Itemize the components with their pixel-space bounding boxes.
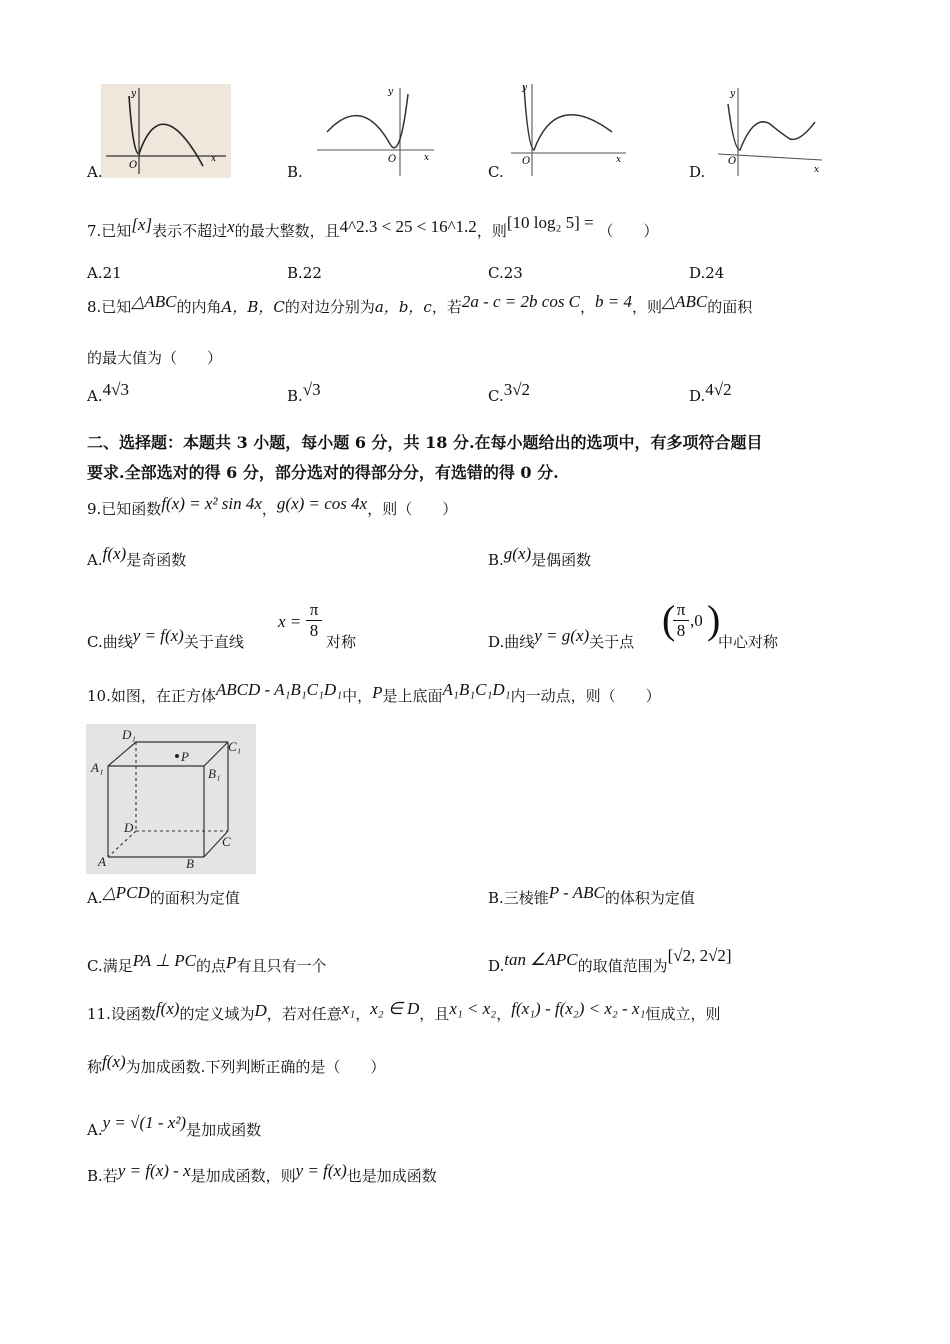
q11-inequality: f(x₁) - f(x₂) < x₂ - x₁ (511, 999, 646, 1018)
q7-expr: [10 log₂ 5] = (506, 213, 594, 232)
q10-stem: 10.如图，在正方体ABCD - A₁B₁C₁D₁中，P是上底面A₁B₁C₁D₁内一动点，则（ ） (87, 680, 661, 705)
q9-option-d[interactable]: D.曲线y = g(x)关于点 (488, 626, 635, 651)
q7-option-d[interactable]: D.24 (689, 264, 725, 282)
q6-option-c[interactable]: C. (488, 163, 504, 181)
q7-inequality: 4^2.3 < 25 < 16^1.2 (339, 217, 477, 236)
graph-c-svg (506, 80, 636, 178)
y-label: y (522, 83, 528, 93)
q10-option-b[interactable]: B.三棱锥P - ABC的体积为定值 (488, 883, 695, 907)
q9-d-fraction: π 8 (673, 600, 689, 641)
q11-stem-line2: 称f(x)为加成函数.下列判断正确的是（ ） (87, 1052, 386, 1076)
o-label: O (728, 156, 737, 167)
q11-option-b[interactable]: B.若y = f(x) - x是加成函数，则y = f(x)也是加成函数 (87, 1161, 437, 1185)
q9-option-c[interactable]: C.曲线y = f(x)关于直线 (87, 626, 244, 651)
q9-c-line-eq: x = (278, 612, 302, 631)
q10-option-c[interactable]: C.满足PA ⊥ PC的点P有且只有一个 (87, 951, 327, 975)
graph-d-svg (710, 84, 840, 178)
q6-option-a[interactable]: A. (87, 163, 103, 181)
label-c1: C₁ (228, 739, 242, 754)
label-d1: D₁ (122, 727, 136, 742)
o-label: O (522, 156, 531, 167)
x-label: x (424, 153, 430, 163)
q10-option-a[interactable]: A.△PCD的面积为定值 (87, 883, 240, 907)
graph-a (101, 84, 231, 178)
q8-option-b[interactable]: B.√3 (287, 380, 321, 405)
q8-option-d[interactable]: D.4√2 (689, 380, 732, 405)
graph-d (710, 84, 840, 178)
section2-line2: 要求.全部选对的得 6 分，部分选对的得部分分，有选错的得 0 分. (87, 463, 559, 482)
x-label: x (211, 154, 217, 164)
graph-b (312, 84, 442, 178)
label-b: B (186, 856, 194, 871)
label-d: D (124, 820, 134, 835)
q6-option-b[interactable]: B. (287, 163, 303, 181)
graph-a-svg (101, 84, 231, 178)
q10-option-d[interactable]: D.tan ∠APC的取值范围为[√2, 2√2] (488, 946, 732, 975)
q9-d-zero: ,0 (690, 611, 703, 630)
q6-option-d[interactable]: D. (689, 163, 706, 181)
q9-c-end: 对称 (326, 633, 357, 651)
section2-line1: 二、选择题：本题共 3 小题，每小题 6 分，共 18 分.在每小题给出的选项中，有多项符合题目 (87, 433, 763, 452)
q7-option-a[interactable]: A.21 (87, 264, 122, 282)
q9-option-b[interactable]: B.g(x)是偶函数 (488, 544, 592, 569)
q9-g: g(x) = cos 4x (276, 494, 368, 513)
q10-cube: ABCD - A₁B₁C₁D₁ (215, 680, 343, 699)
label-p: P (181, 749, 189, 764)
x-label: x (616, 155, 622, 165)
q7-option-b[interactable]: B.22 (287, 264, 322, 282)
point-p (175, 754, 179, 758)
q11-option-a[interactable]: A.y = √(1 - x²)是加成函数 (87, 1113, 262, 1139)
graph-c (506, 80, 636, 178)
q7-option-c[interactable]: C.23 (488, 264, 523, 282)
q8-stem: 8.已知△ABC的内角A，B，C的对边分别为a，b，c，若2a - c = 2b cos C，b = 4，则△ABC的面积 (87, 292, 753, 316)
q7-bracket-x: [x] (131, 215, 153, 234)
o-label: O (129, 160, 138, 171)
q9-d-end: 中心对称 (718, 633, 779, 651)
label-a: A (98, 854, 106, 869)
o-label: O (388, 154, 397, 165)
label-a1: A₁ (91, 760, 104, 775)
q7-stem: 7.已知[x]表示不超过x的最大整数，且4^2.3 < 25 < 16^1.2，则[10 log₂ 5] = （ ） (87, 213, 659, 240)
y-label: y (388, 87, 394, 97)
q9-option-a[interactable]: A.f(x)是奇函数 (87, 544, 187, 569)
graph-b-svg (312, 84, 442, 178)
cube-svg (86, 724, 256, 874)
q9-stem: 9.已知函数f(x) = x² sin 4x，g(x) = cos 4x，则（ ） (87, 494, 458, 518)
q8-condition: 2a - c = 2b cos C (461, 292, 581, 311)
label-b1: B₁ (208, 766, 221, 781)
q8-stem-line2: 的最大值为（ ） (87, 349, 223, 367)
q9-d-rparen: ) (707, 597, 721, 642)
q9-d-lparen: ( (662, 597, 676, 642)
q9-f: f(x) = x² sin 4x (161, 494, 262, 513)
x-label: x (814, 165, 820, 175)
q9-c-fraction: π 8 (306, 600, 322, 641)
cube-figure (86, 724, 256, 874)
y-label: y (730, 89, 736, 99)
q8-option-c[interactable]: C.3√2 (488, 380, 531, 405)
q11-stem: 11.设函数f(x)的定义域为D，若对任意x₁，x₂ ∈ D，且x₁ < x₂，f(x₁) - f(x₂) < x₂ - x₁恒成立，则 (87, 999, 721, 1023)
label-c: C (222, 834, 231, 849)
q8-option-a[interactable]: A.4√3 (87, 380, 129, 405)
y-label: y (131, 89, 137, 99)
